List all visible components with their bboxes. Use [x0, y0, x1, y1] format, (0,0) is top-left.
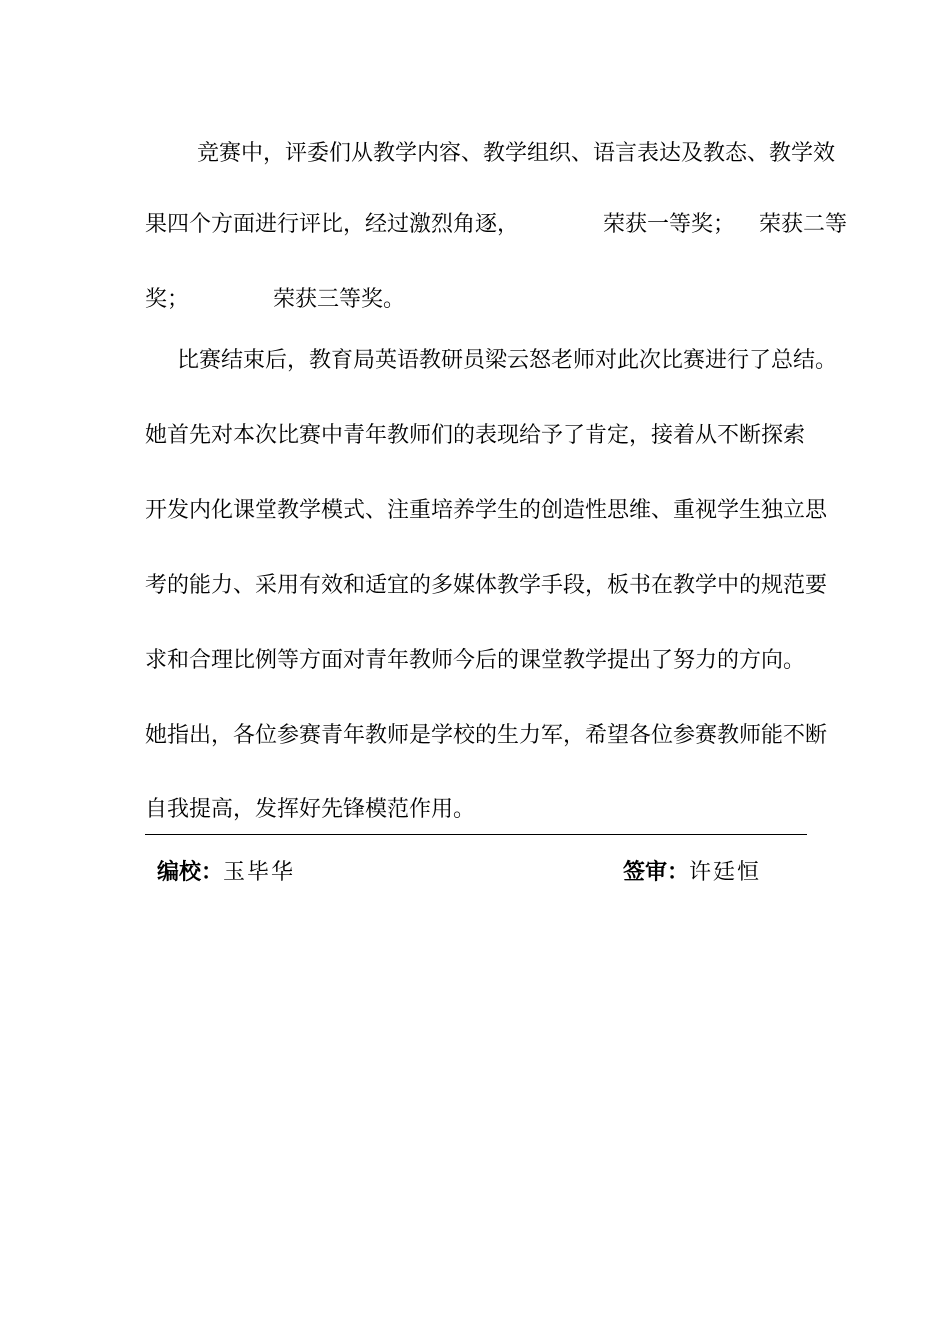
first-prize-text: 荣获一等奖； — [603, 212, 736, 237]
second-prize-text: 荣获二等 — [759, 212, 848, 237]
reviewer-label: 签审： — [623, 860, 690, 885]
text-run: 求和合理比例等方面对青年教师今后的课堂教学提出了努力的方向。 — [145, 648, 806, 673]
horizontal-rule — [145, 834, 807, 835]
text-run: 自我提高，发挥好先锋模范作用。 — [145, 797, 476, 822]
paragraph-2-line-2 — [145, 421, 815, 451]
text-run: 她指出，各位参赛青年教师是学校的生力军，希望各位参赛教师能不断 — [145, 723, 828, 748]
paragraph-1-line-2 — [145, 210, 848, 240]
text-run: 比赛结束后，教育局英语教研员梁云怒老师对此次比赛进行了总结。 — [177, 348, 838, 373]
paragraph-2-line-5 — [145, 646, 815, 676]
text-run: 开发内化课堂教学模式、注重培养学生的创造性思维、重视学生独立思 — [145, 498, 828, 523]
text-run: 果四个方面进行评比，经过激烈角逐， — [145, 212, 520, 237]
paragraph-1-line-3 — [145, 285, 815, 315]
editor-label: 编校： — [157, 860, 224, 885]
reviewer-credit — [623, 857, 761, 889]
text-run: 考的能力、采用有效和适宜的多媒体教学手段，板书在教学中的规范要 — [145, 573, 828, 598]
editor-name: 玉毕华 — [223, 860, 296, 885]
text-run: 奖； — [145, 287, 190, 312]
reviewer-name: 许廷恒 — [689, 860, 762, 885]
third-prize-text: 荣获三等奖。 — [273, 287, 406, 312]
paragraph-2-line-6 — [145, 721, 828, 751]
text-run: 竞赛中，评委们从教学内容、教学组织、语言表达及教态、教学效 — [197, 141, 836, 166]
paragraph-2-line-3 — [145, 496, 828, 526]
paragraph-2-line-1 — [177, 346, 838, 376]
paragraph-1-line-1 — [197, 139, 836, 169]
paragraph-2-line-4 — [145, 571, 828, 601]
paragraph-2-line-7 — [145, 795, 815, 825]
text-run: 她首先对本次比赛中青年教师们的表现给予了肯定，接着从不断探索 — [145, 423, 806, 448]
editor-credit — [157, 857, 295, 889]
